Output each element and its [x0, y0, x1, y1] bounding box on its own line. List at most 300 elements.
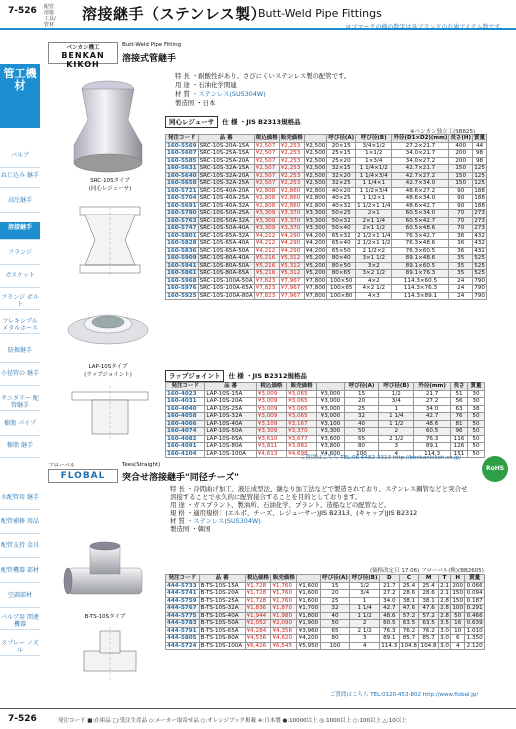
feature-key: 特 長	[175, 72, 190, 80]
column-header: 販売価格	[272, 575, 295, 581]
spec-cell: 56	[451, 398, 468, 406]
spec-cell: 42.7×27.2	[392, 172, 449, 180]
model-number: SRC-10S-40A-20A	[198, 187, 254, 195]
spec-cell: 1 1/4×1/2	[356, 165, 392, 173]
table-row[interactable]	[166, 597, 485, 605]
table-row[interactable]	[166, 428, 485, 436]
product-label-en: Butt-Weld Pipe Fitting	[122, 42, 182, 48]
spec-cell: 89.1	[414, 443, 451, 451]
order-code[interactable]: 160-4058	[166, 413, 205, 421]
spec-cell: 100×50	[327, 277, 356, 285]
price-cell: ¥2,090	[271, 620, 297, 628]
spec-cell: 2 1/2×2	[356, 247, 392, 255]
spec-cell: 114.3×76.3	[392, 285, 449, 293]
sidebar-tab[interactable]: 小径管の 継手	[0, 368, 40, 386]
model-number: SRC-10S-50A-32A	[198, 217, 254, 225]
table-row[interactable]	[166, 582, 485, 590]
spec-cell: 40×32	[327, 202, 356, 210]
spec-cell: 1.350	[466, 635, 483, 641]
feature-value: ・日本	[196, 99, 216, 107]
sidebar-tab[interactable]: フランジ	[0, 247, 40, 265]
price-cell: ¥5,950	[298, 642, 319, 649]
sidebar-tab[interactable]: サニタリー 配管継手	[1, 395, 39, 409]
order-code[interactable]: 444-5783	[166, 620, 200, 628]
price-cell: ¥2,253	[279, 180, 304, 188]
order-code[interactable]: 160-5747	[167, 225, 197, 231]
price-cell: ¥2,860	[279, 187, 304, 195]
price-cell: ¥1,700	[298, 605, 319, 611]
spec-cell: 125	[474, 180, 485, 186]
price-cell: ¥2,507	[254, 165, 279, 173]
sidebar-tab[interactable]: 配管補修 用品	[0, 516, 40, 534]
order-code[interactable]: 160-4066	[166, 420, 205, 428]
spec-cell: 525	[474, 255, 485, 261]
spec-cell: 15	[344, 390, 379, 398]
spec-cell: 32	[344, 413, 379, 421]
price-cell: ¥3,065	[287, 398, 317, 406]
order-code[interactable]: 160-4031	[166, 398, 205, 406]
feature-value: ・ステンレス(SUS304W)	[186, 517, 261, 525]
spec-cell: 90	[449, 187, 473, 195]
spec-cell: 273	[474, 225, 485, 231]
table-row[interactable]	[166, 217, 487, 225]
order-code[interactable]: 160-5631	[167, 165, 197, 171]
order-code[interactable]: 160-5569	[167, 142, 197, 149]
spec-cell: 42.7	[380, 605, 400, 613]
price-cell: ¥2,860	[279, 202, 304, 210]
order-code[interactable]: 160-5640	[167, 172, 197, 179]
feature-key: 規 格	[170, 509, 185, 517]
table-row[interactable]	[166, 187, 487, 195]
spec-cell: 48.6	[380, 612, 400, 620]
column-header: 販売価格	[280, 135, 303, 141]
feature-key: 特 長	[170, 485, 185, 493]
model-number: B-TS-10S-25A	[199, 597, 245, 605]
table-row[interactable]	[166, 210, 487, 218]
feature-row	[175, 81, 475, 90]
order-code[interactable]: 160-5704	[167, 195, 197, 201]
feature-key: 用 途	[175, 81, 190, 89]
spec-cell: 2×1 1/4	[356, 217, 392, 225]
sidebar-tab[interactable]: 配管機器 部材	[0, 565, 40, 583]
reducer-label: 同心レジューサ	[165, 116, 218, 128]
table-row[interactable]	[166, 232, 487, 240]
order-code[interactable]: 160-4082	[166, 435, 205, 443]
table-row[interactable]	[166, 247, 487, 255]
spec-cell: 116	[451, 435, 468, 443]
product-label-jp-2: 突合せ溶接継手"同径チーズ"	[122, 473, 239, 483]
column-header: 質量	[474, 135, 486, 141]
column-header: 外径(mm)	[414, 383, 451, 391]
spec-cell: 76.3×42.7	[392, 232, 449, 240]
spec-cell: 76.3	[380, 627, 400, 635]
order-code[interactable]: 160-4074	[166, 428, 205, 436]
reducer-table	[165, 134, 487, 300]
model-number: SRC-10S-100A-50A	[199, 277, 253, 284]
table-row[interactable]	[166, 142, 487, 150]
sidebar-tab[interactable]: 樹脂 継手	[0, 440, 40, 458]
spec-cell: 36	[449, 232, 473, 240]
order-code[interactable]: 160-5585	[167, 157, 197, 164]
column-header: 呼び径(B)	[356, 135, 392, 143]
order-code[interactable]: 444-5724	[166, 642, 200, 650]
spec-cell: 63	[451, 405, 468, 413]
price-cell: ¥3,677	[287, 435, 317, 443]
model-number: B-TS-10S-20A	[199, 590, 245, 598]
spec-cell: 65×32	[327, 232, 356, 240]
price-cell: ¥2,500	[305, 157, 326, 164]
spec-cell: 50	[467, 428, 484, 436]
model-number: LAP-10S-50A	[205, 428, 256, 436]
order-code[interactable]: 160-5607	[167, 150, 197, 156]
price-cell: ¥3,309	[254, 210, 279, 218]
price-cell: ¥1,800	[298, 612, 319, 619]
spec-cell: 80	[344, 443, 379, 451]
model-number: SRC-10S-50A-40A	[198, 225, 254, 233]
page-footer	[0, 708, 516, 729]
table-row[interactable]	[166, 255, 487, 263]
spec-cell: 76.3	[414, 435, 451, 443]
sidebar-main-category: 管工機材	[0, 64, 40, 128]
price-cell: ¥3,600	[317, 435, 344, 443]
spec-cell: 76.3×48.6	[392, 240, 449, 248]
table-row[interactable]	[166, 202, 487, 210]
price-cell: ¥7,967	[279, 277, 304, 285]
price-cell: ¥3,300	[305, 217, 326, 224]
order-code[interactable]: 444-5791	[166, 627, 200, 635]
spec-cell: 89.1×76.3	[392, 270, 449, 278]
column-header: 呼び径(B)	[379, 383, 414, 391]
price-cell: ¥7,800	[305, 285, 326, 291]
tee-table	[165, 574, 485, 650]
table-row[interactable]	[166, 240, 487, 248]
price-cell: ¥3,009	[256, 405, 286, 413]
sidebar-tab[interactable]: 高圧継手	[0, 195, 40, 213]
column-header: 呼び径(A)	[322, 575, 348, 581]
spec-cell: 3/4	[350, 590, 380, 598]
order-code[interactable]: 160-5801	[167, 232, 197, 239]
column-header: 発注コード	[166, 575, 200, 583]
order-code[interactable]: 444-5805	[166, 635, 200, 643]
table-row[interactable]	[166, 413, 485, 421]
spec-cell: 25×15	[327, 150, 356, 158]
table-row[interactable]	[166, 277, 487, 285]
sidebar-tab[interactable]: 樹脂 パイプ	[0, 418, 40, 436]
price-cell: ¥3,300	[305, 210, 326, 216]
spec-cell: 25	[320, 597, 350, 605]
spec-cell: 27.2×21.7	[392, 142, 449, 150]
price-cell: ¥3,300	[317, 428, 344, 436]
table-row[interactable]	[166, 420, 485, 428]
sidebar-tab[interactable]: 空調部材	[0, 590, 40, 608]
spec-cell: 20	[344, 398, 379, 406]
spec-cell: 1	[379, 405, 414, 413]
brand-name-jp: ベンカン機工	[66, 45, 100, 51]
column-header: 税込価格	[247, 575, 270, 581]
spec-cell: 2 1/2×1 1/4	[357, 232, 391, 239]
spec-cell: 60.5×42.7	[392, 217, 449, 225]
brand-logo-benkan	[48, 42, 118, 69]
table-row[interactable]	[166, 157, 487, 165]
reducer-subheader	[165, 116, 301, 126]
table-row[interactable]	[166, 172, 487, 180]
price-cell: ¥3,800	[317, 443, 344, 451]
tee-caption: B-TS-10Sタイプ	[84, 614, 126, 620]
order-code[interactable]: 160-5941	[167, 262, 197, 269]
price-cell: ¥2,507	[254, 180, 279, 188]
order-code[interactable]: 160-5925	[167, 292, 197, 299]
spec-cell: 100	[452, 605, 464, 611]
sidebar-tab[interactable]: 水配管用 継手	[0, 492, 40, 510]
price-cell: ¥3,100	[317, 420, 344, 428]
spec-cell: 4×3	[356, 292, 392, 300]
order-code[interactable]: 160-5721	[167, 187, 197, 194]
spec-cell: 44	[473, 142, 487, 150]
price-cell: ¥3,000	[317, 390, 344, 398]
spec-cell: 790	[474, 292, 485, 299]
table-row[interactable]	[166, 165, 487, 173]
price-cell: ¥3,000	[317, 398, 344, 406]
price-cell: ¥2,253	[279, 165, 304, 173]
order-code[interactable]: 160-5909	[167, 255, 197, 261]
order-code[interactable]: 160-5836	[167, 247, 197, 254]
table-row[interactable]	[166, 642, 485, 650]
column-header: C	[399, 575, 419, 583]
spec-cell: 50	[467, 435, 484, 443]
price-cell: ¥4,212	[254, 232, 279, 240]
rohs-badge: RoHS	[482, 456, 508, 482]
model-number: LAP-10S-25A	[205, 405, 256, 413]
page-title-en: Butt-Weld Pipe Fittings	[258, 7, 382, 20]
sidebar-tab[interactable]: バルブ用 関連機器	[1, 614, 39, 628]
order-code[interactable]: 444-5775	[166, 612, 200, 620]
sidebar-tab[interactable]: フランジ ボルト	[1, 294, 39, 308]
model-number: SRC-10S-25A-20A	[198, 157, 254, 165]
order-code[interactable]: 160-5658	[167, 180, 197, 186]
category-line: 配管	[44, 4, 55, 10]
price-cell: ¥1,600	[298, 590, 319, 596]
spec-cell: 188	[474, 187, 485, 194]
feature-key: 用 途	[170, 501, 185, 509]
table-row[interactable]	[166, 150, 487, 158]
price-cell: ¥3,300	[305, 225, 326, 231]
order-code[interactable]: 160-5828	[167, 240, 197, 246]
order-code[interactable]: 160-5976	[167, 285, 197, 291]
spec-cell: 63.5	[399, 620, 419, 628]
table-header-row	[166, 135, 487, 143]
price-cell: ¥2,808	[254, 202, 279, 210]
order-code[interactable]: 160-5968	[167, 277, 197, 284]
sidebar-tab[interactable]: バルブ	[0, 150, 40, 168]
feature-key: 製造国	[175, 99, 195, 107]
price-cell: ¥1,760	[271, 582, 297, 590]
price-cell: ¥5,312	[279, 270, 304, 278]
table-row[interactable]	[166, 443, 485, 451]
product-label-en-2: Tees(Straight)	[122, 462, 161, 468]
order-code[interactable]: 444-5733	[166, 582, 200, 590]
price-cell: ¥5,200	[305, 262, 326, 269]
column-header: H	[451, 575, 465, 583]
order-code[interactable]: 160-4040	[166, 405, 205, 413]
sidebar-tab[interactable]: ねじ込み 継手	[0, 170, 40, 188]
table-row[interactable]	[166, 620, 485, 628]
table-row[interactable]	[166, 225, 487, 233]
order-code[interactable]: 160-5861	[167, 270, 197, 276]
model-number: SRC-10S-25A-15A	[198, 150, 254, 158]
table-row[interactable]	[166, 292, 487, 300]
price-cell: ¥3,309	[254, 217, 279, 225]
spec-cell: 0.187	[466, 597, 483, 604]
spec-cell: 35	[449, 262, 473, 270]
spec-cell: 80	[320, 635, 350, 643]
spec-cell: 38.1	[399, 597, 419, 605]
table-row[interactable]	[166, 390, 485, 398]
table-row[interactable]	[166, 435, 485, 443]
price-cell: ¥1,900	[298, 620, 319, 626]
feature-row	[170, 485, 470, 501]
model-number: LAP-10S-100A	[205, 450, 256, 458]
spec-cell: 28.6	[419, 590, 439, 598]
spec-cell: 2.1	[440, 582, 449, 589]
table-row[interactable]	[166, 612, 485, 620]
spec-cell: 2 1/2×1 1/2	[357, 240, 391, 246]
spec-cell: 188	[474, 202, 485, 209]
spec-cell: 25	[344, 405, 379, 413]
price-cell: ¥7,967	[279, 285, 304, 293]
order-code[interactable]: 160-5691	[167, 202, 197, 209]
spec-cell: 38	[467, 405, 484, 413]
spec-cell: 65	[344, 435, 379, 443]
table-row[interactable]	[166, 285, 487, 293]
spec-cell: 114.3×60.5	[392, 277, 449, 285]
table-header-row	[166, 575, 485, 583]
feature-key: 製造国	[170, 525, 190, 533]
order-code[interactable]: 444-5767	[166, 605, 200, 613]
page-number: 7-526	[8, 6, 37, 16]
spec-cell: 48.6×34.0	[392, 195, 449, 203]
order-code[interactable]: 160-4023	[166, 390, 205, 398]
spec-cell: 2×1 1/2	[356, 225, 392, 233]
lap-spec: 仕 様 ・JIS B2312規格品	[228, 372, 307, 380]
spec-cell: 125	[474, 165, 485, 171]
price-cell: ¥2,253	[279, 157, 304, 165]
price-cell: ¥3,109	[256, 420, 286, 428]
model-number: SRC-10S-40A-32A	[198, 202, 254, 210]
table-row[interactable]	[166, 405, 485, 413]
lap-table	[165, 382, 485, 458]
spec-cell: 273	[474, 217, 485, 224]
price-cell: ¥2,808	[254, 195, 279, 203]
spec-cell: 85.7	[399, 635, 419, 643]
price-cell: ¥3,309	[256, 428, 286, 436]
price-cell: ¥3,370	[279, 217, 304, 225]
spec-cell: 114.3×89.1	[392, 292, 449, 300]
price-cell: ¥4,620	[271, 635, 297, 643]
price-cell: ¥4,290	[279, 247, 304, 255]
sidebar-tab[interactable]: フレキシブル メタルホース	[0, 316, 40, 334]
table-row[interactable]	[166, 398, 485, 406]
spec-cell: 150	[452, 590, 464, 596]
spec-cell: 50	[467, 413, 484, 421]
table-row[interactable]	[166, 270, 487, 278]
spec-cell: 63.5	[419, 620, 439, 628]
sidebar-tab[interactable]: 防振継手	[0, 345, 40, 363]
table-row[interactable]	[166, 590, 485, 598]
spec-cell: 70	[449, 225, 473, 233]
price-cell: ¥2,500	[305, 172, 326, 179]
price-cell: ¥2,500	[305, 150, 326, 156]
sidebar-tab[interactable]: 溶接継手	[0, 222, 40, 240]
price-cell: ¥3,009	[256, 390, 286, 398]
model-number: SRC-10S-50A-25A	[198, 210, 254, 218]
price-cell: ¥4,600	[317, 450, 344, 458]
tee-photo	[60, 538, 150, 608]
table-row[interactable]	[166, 635, 485, 643]
column-header: 質量	[467, 383, 484, 391]
lap-joint-diagram	[70, 382, 150, 442]
spec-cell: 50	[467, 420, 484, 428]
spec-cell: 104.8	[400, 642, 417, 649]
spec-cell: 24	[449, 277, 473, 285]
spec-cell: 432	[474, 232, 485, 239]
sidebar-tab[interactable]: スプレー ノズル	[1, 640, 39, 654]
price-cell: ¥4,212	[254, 240, 279, 248]
reducer-photo	[60, 75, 160, 175]
spec-cell: 3.0	[440, 642, 449, 649]
order-code[interactable]: 444-5759	[166, 597, 200, 605]
price-cell: ¥6,545	[271, 642, 297, 650]
spec-cell: 3	[350, 635, 380, 643]
spec-cell: 60.5	[414, 428, 451, 436]
spec-cell: 0.094	[466, 590, 483, 596]
price-cell: ¥7,800	[305, 277, 326, 284]
sidebar-tab[interactable]: ガスケット	[0, 270, 40, 288]
price-cell: ¥1,728	[245, 590, 271, 598]
spec-cell: 3/4	[379, 398, 414, 406]
column-header: M	[419, 575, 439, 583]
spec-cell: 35	[449, 270, 473, 278]
category-label	[44, 4, 56, 28]
spec-cell: 42.7×21.7	[392, 165, 449, 173]
order-code[interactable]: 444-5741	[166, 590, 200, 598]
spec-cell: 89.1	[380, 635, 400, 643]
model-number: LAP-10S-40A	[205, 420, 256, 428]
spec-cell: 3×1 1/2	[356, 255, 392, 263]
column-header: 品 番	[205, 383, 256, 391]
table-row[interactable]	[166, 195, 487, 203]
spec-cell: 98	[473, 157, 487, 165]
column-header: 呼び径(B)	[351, 575, 378, 581]
table-row[interactable]	[166, 627, 485, 635]
table-row[interactable]	[166, 180, 487, 188]
price-cell: ¥2,860	[279, 195, 304, 203]
order-code[interactable]: 160-5763	[167, 217, 197, 224]
order-code[interactable]: 160-4091	[166, 443, 205, 451]
feature-value: ・韓国	[191, 525, 211, 533]
order-code[interactable]: 160-5780	[167, 210, 197, 216]
spec-cell: 1.010	[466, 627, 483, 634]
price-cell: ¥3,882	[287, 443, 317, 451]
price-cell: ¥3,065	[287, 405, 317, 413]
table-row[interactable]	[166, 605, 485, 613]
order-code[interactable]: 160-4104	[166, 450, 205, 458]
spec-cell: 25.4	[399, 582, 419, 590]
spec-cell: 3.0	[440, 627, 449, 634]
feature-value: ・ガスプラント、製油所、石油化学、プラント、造船などの配管など。	[186, 501, 391, 509]
sidebar-tab[interactable]: 配管支持 金具	[0, 540, 40, 558]
price-cell: ¥1,728	[245, 582, 271, 590]
table-row[interactable]	[166, 262, 487, 270]
